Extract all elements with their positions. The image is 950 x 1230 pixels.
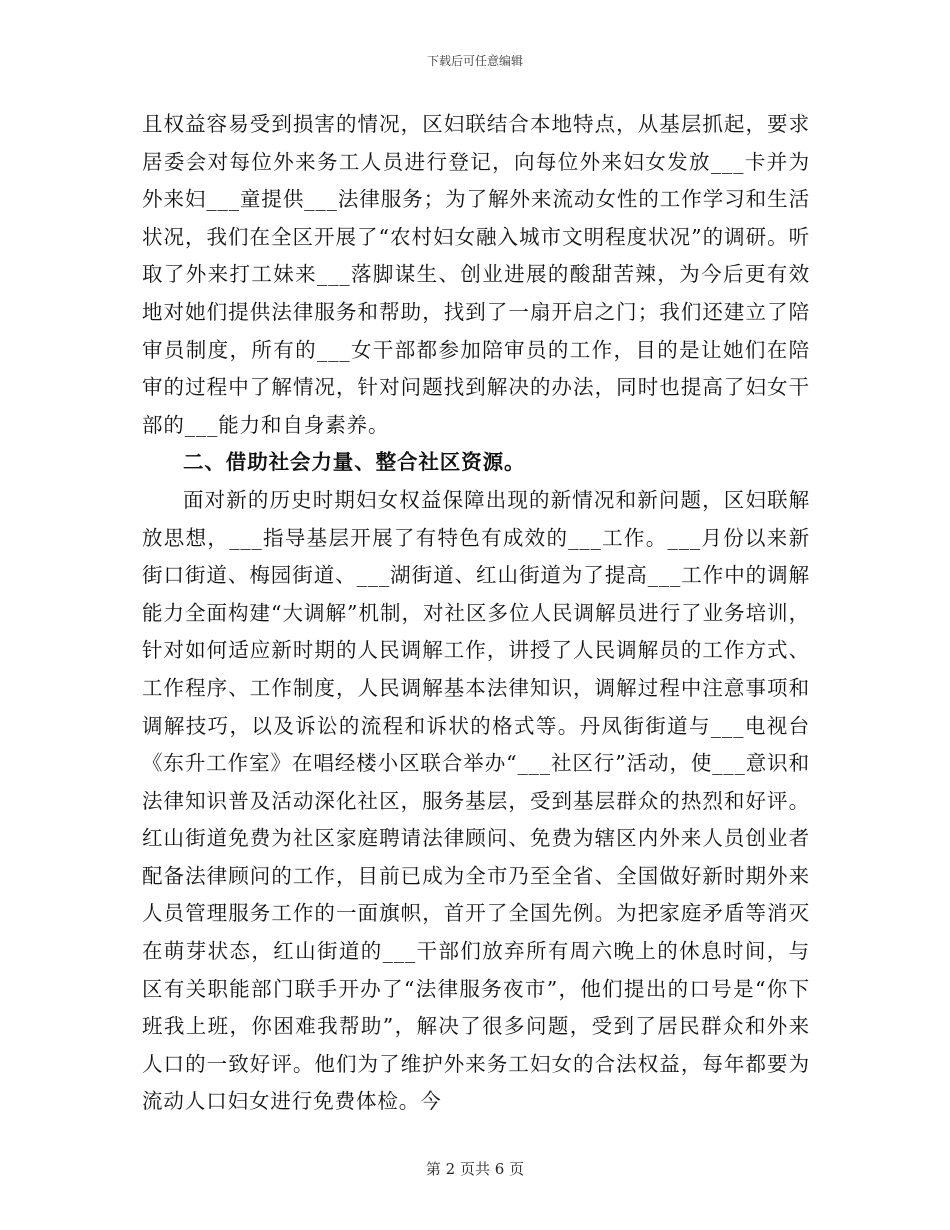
paragraph-section-2: 面对新的历史时期妇女权益保障出现的新情况和新问题，区妇联解放思想，___指导基层开展了有特色有成效的___工作。___月份以来新街口街道、梅园街道、___湖街道、红山街道为了提高___工作中的调解能力全面构建“大调解”机制，对社区多位人民调解员进行了业务培训，针对如何适应新时期的人民调解工作，讲授了人民调解员的工作方式、工作程序、工作制度，人民调解基本法律知识，调解过程中注意事项和调解技巧，以及诉讼的流程和诉状的格式等。丹凤街街道与___电视台《东升工作室》在唱经楼小区联合举办“___社区行”活动，使___意识和法律知识普及活动深化社区，服务基层，受到基层群众的热烈和好评。红山街道免费为社区家庭聘请法律顾问、免费为辖区内外来人员创业者配备法律顾问的工作，目前已成为全市乃至全省、全国做好新时期外来人员管理服务工作的一面旗帜，首开了全国先例。为把家庭矛盾等消灭在萌芽状态，红山街道的___干部们放弃所有周六晚上的休息时间，与区有关职能部门联手开办了“法律服务夜市”，他们提出的口号是“你下班我上班，你困难我帮助”，解决了很多问题，受到了居民群众和外来人口的一致好评。他们为了维护外来务工妇女的合法权益，每年都要为流动人口妇女进行免费体检。今: [142, 487, 810, 1114]
paragraph-continued: 且权益容易受到损害的情况，区妇联结合本地特点，从基层抓起，要求居委会对每位外来务工人员进行登记，向每位外来妇女发放___卡并为外来妇___童提供___法律服务；为了解外来流动女性的工作学习和生活状况，我们在全区开展了“农村妇女融入城市文明程度状况”的调研。听取了外来打工妹来___落脚谋生、创业进展的酸甜苦辣，为今后更有效地对她们提供法律服务和帮助，找到了一扇开启之门；我们还建立了陪审员制度，所有的___女干部都参加陪审员的工作，目的是让她们在陪审的过程中了解情况，针对问题找到解决的办法，同时也提高了妇女干部的___能力和自身素养。: [142, 112, 810, 437]
page-header: 下载后可任意编辑: [426, 54, 523, 68]
page-footer: 第 2 页共 6 页: [425, 1160, 525, 1178]
section-heading: 二、借助社会力量、整合社区资源。: [183, 450, 526, 475]
document-body: [142, 106, 810, 1121]
